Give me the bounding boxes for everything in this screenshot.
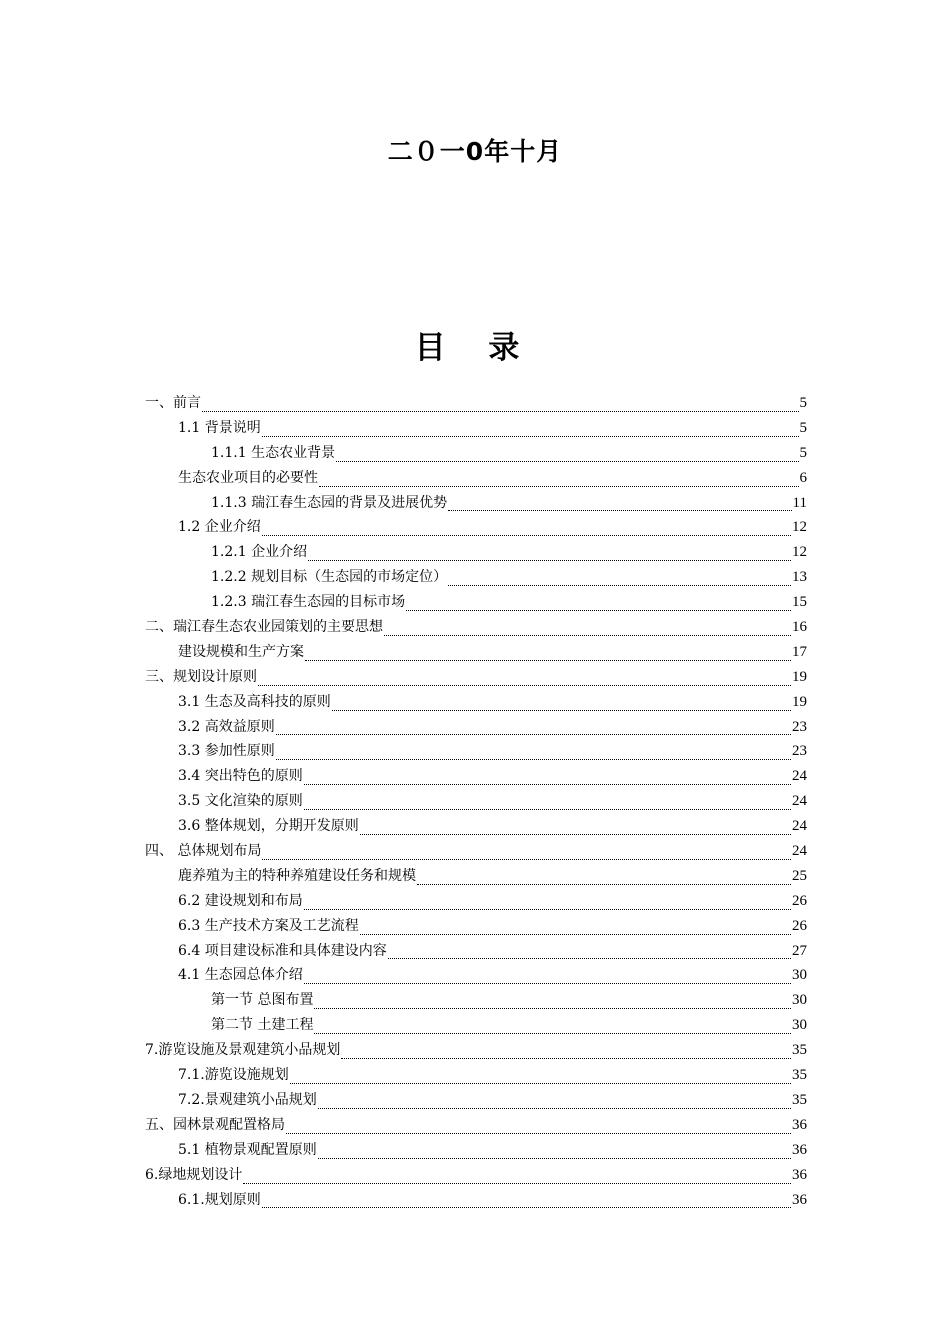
toc-entry-page: 24: [792, 843, 807, 860]
toc-leader-dots: [336, 461, 798, 462]
toc-leader-dots: [360, 834, 791, 835]
toc-entry-page: 13: [792, 569, 807, 586]
toc-entry[interactable]: [145, 765, 807, 790]
toc-entry-label: 第二节 土建工程: [211, 1017, 314, 1034]
toc-leader-dots: [384, 635, 791, 636]
toc-leader-dots: [308, 560, 791, 561]
toc-entry-page: 16: [792, 619, 807, 636]
toc-leader-dots: [332, 710, 791, 711]
toc-entry-label: 二、瑞江春生态农业园策划的主要思想: [145, 619, 383, 636]
toc-entry-page: 23: [792, 743, 807, 760]
toc-entry[interactable]: [145, 616, 807, 641]
toc-entry-page: 23: [792, 718, 807, 735]
toc-leader-dots: [360, 934, 791, 935]
toc-entry-label: 4.1 生态园总体介绍: [178, 967, 303, 984]
toc-entry[interactable]: [145, 1014, 807, 1039]
toc-entry[interactable]: [145, 1189, 807, 1214]
date-heading: 二０一0年十月: [387, 137, 563, 166]
toc-leader-dots: [202, 411, 799, 412]
toc-leader-dots: [262, 859, 791, 860]
toc-entry-page: 19: [792, 668, 807, 685]
toc-entry-page: 5: [799, 419, 807, 436]
toc-leader-dots: [304, 909, 791, 910]
toc-leader-dots: [314, 1008, 791, 1009]
toc-entry[interactable]: [145, 865, 807, 890]
toc-leader-dots: [448, 510, 791, 511]
toc-entry[interactable]: [145, 641, 807, 666]
toc-entry-label: 3.3 参加性原则: [178, 743, 275, 760]
toc-entry-page: 26: [792, 917, 807, 934]
toc-leader-dots: [314, 1033, 791, 1034]
toc-leader-dots: [319, 486, 799, 487]
toc-entry-label: 6.2 建设规划和布局: [178, 892, 303, 909]
toc-entry-page: 17: [792, 643, 807, 660]
toc-entry-label: 7.2.景观建筑小品规划: [178, 1091, 317, 1108]
toc-entry[interactable]: [145, 940, 807, 965]
toc-entry-label: 1.2.1 企业介绍: [211, 544, 308, 561]
toc-entry-label: 1.2.2 规划目标（生态园的市场定位）: [211, 569, 448, 586]
toc-entry-page: 35: [792, 1091, 807, 1108]
toc-entry[interactable]: [145, 516, 807, 541]
toc-leader-dots: [341, 1058, 791, 1059]
toc-entry[interactable]: [145, 915, 807, 940]
toc-entry-page: 35: [792, 1042, 807, 1059]
toc-entry-page: 15: [792, 594, 807, 611]
toc-leader-dots: [262, 1207, 791, 1208]
toc-entry-label: 3.4 突出特色的原则: [178, 768, 303, 785]
toc-entry-page: 36: [792, 1166, 807, 1183]
toc-entry-label: 3.1 生态及高科技的原则: [178, 693, 331, 710]
toc-leader-dots: [243, 1183, 791, 1184]
toc-entry-page: 26: [792, 892, 807, 909]
toc-entry-label: 生态农业项目的必要性: [178, 469, 318, 486]
toc-entry-label: 1.1 背景说明: [178, 419, 261, 436]
toc-entry-label: 建设规模和生产方案: [178, 643, 304, 660]
toc-entry-page: 5: [799, 395, 807, 411]
toc-entry-label: 1.2.3 瑞江春生态园的目标市场: [211, 594, 406, 611]
toc-entry-page: 36: [792, 1141, 807, 1158]
toc-leader-dots: [258, 685, 791, 686]
toc-entry[interactable]: [145, 1089, 807, 1114]
toc-leader-dots: [448, 585, 791, 586]
toc-entry[interactable]: [145, 467, 807, 492]
toc-entry-page: 30: [792, 992, 807, 1009]
toc-entry-page: 24: [792, 768, 807, 785]
toc-entry[interactable]: [145, 492, 807, 517]
toc-entry[interactable]: [145, 790, 807, 815]
toc-leader-dots: [276, 734, 791, 735]
toc-leader-dots: [318, 1158, 791, 1159]
toc-entry[interactable]: [145, 989, 807, 1014]
toc-entry-label: 5.1 植物景观配置原则: [178, 1141, 317, 1158]
toc-entry-page: 25: [792, 867, 807, 884]
toc-entry-page: 24: [792, 793, 807, 810]
toc-entry-label: 6.4 项目建设标准和具体建设内容: [178, 942, 387, 959]
toc-entry-label: 一、前言: [145, 395, 201, 411]
toc-entry[interactable]: [145, 840, 807, 865]
toc-entry[interactable]: [145, 666, 807, 691]
toc-leader-dots: [305, 660, 791, 661]
toc-entry-page: 11: [792, 494, 807, 511]
toc-entry-label: 7.游览设施及景观建筑小品规划: [145, 1042, 341, 1059]
toc-entry[interactable]: [145, 890, 807, 915]
toc-entry-page: 30: [792, 967, 807, 984]
toc-entry[interactable]: [145, 691, 807, 716]
toc-entry-label: 6.绿地规划设计: [145, 1166, 243, 1183]
toc-entry-label: 鹿养殖为主的特种养殖建设任务和规模: [178, 867, 416, 884]
toc-entry-label: 6.1.规划原则: [178, 1191, 261, 1208]
toc-leader-dots: [304, 809, 791, 810]
toc-entry-label: 1.1.1 生态农业背景: [211, 444, 336, 461]
toc-entry[interactable]: [145, 417, 807, 442]
toc-entry-page: 5: [799, 444, 807, 461]
toc-entry[interactable]: [145, 716, 807, 741]
toc-entry-page: 6: [799, 469, 807, 486]
toc-entry-page: 36: [792, 1191, 807, 1208]
toc-entry-label: 1.1.3 瑞江春生态园的背景及进展优势: [211, 494, 448, 511]
toc-entry[interactable]: [145, 591, 807, 616]
toc-entry-label: 1.2 企业介绍: [178, 519, 261, 536]
toc-leader-dots: [304, 784, 791, 785]
toc-entry-label: 3.5 文化渲染的原则: [178, 793, 303, 810]
toc-leader-dots: [406, 610, 791, 611]
toc-leader-dots: [262, 436, 799, 437]
toc-entry-label: 3.2 高效益原则: [178, 718, 275, 735]
toc-entry-label: 四、 总体规划布局: [145, 843, 262, 860]
toc-entry-label: 第一节 总图布置: [211, 992, 314, 1009]
toc-entry[interactable]: [145, 541, 807, 566]
toc-leader-dots: [388, 958, 791, 959]
toc-entry[interactable]: [145, 1139, 807, 1164]
toc-entry[interactable]: [145, 1064, 807, 1089]
toc-entry-label: 五、园林景观配置格局: [145, 1116, 285, 1133]
toc-entry[interactable]: [145, 964, 807, 989]
toc-entry-label: 7.1.游览设施规划: [178, 1067, 289, 1084]
toc-entry[interactable]: [145, 442, 807, 467]
toc-entry[interactable]: [145, 740, 807, 765]
toc-entry-label: 三、规划设计原则: [145, 668, 257, 685]
toc-leader-dots: [304, 983, 791, 984]
table-of-contents: [145, 392, 807, 1213]
toc-entry-page: 12: [792, 519, 807, 536]
toc-leader-dots: [417, 884, 791, 885]
toc-entry-label: 3.6 整体规划，分期开发原则: [178, 818, 359, 835]
toc-entry-page: 12: [792, 544, 807, 561]
toc-leader-dots: [276, 759, 791, 760]
toc-title: 目 录: [414, 330, 536, 366]
toc-entry-page: 36: [792, 1116, 807, 1133]
toc-entry-page: 19: [792, 693, 807, 710]
toc-entry[interactable]: [145, 815, 807, 840]
toc-entry[interactable]: [145, 392, 807, 417]
toc-leader-dots: [262, 535, 791, 536]
toc-entry[interactable]: [145, 1114, 807, 1139]
toc-entry[interactable]: [145, 1164, 807, 1189]
toc-leader-dots: [290, 1083, 791, 1084]
toc-entry[interactable]: [145, 1039, 807, 1064]
toc-leader-dots: [286, 1133, 791, 1134]
toc-entry-page: 35: [792, 1067, 807, 1084]
toc-entry-label: 6.3 生产技术方案及工艺流程: [178, 917, 359, 934]
toc-entry-page: 30: [792, 1017, 807, 1034]
toc-entry-page: 24: [792, 818, 807, 835]
toc-entry-page: 27: [792, 942, 807, 959]
toc-leader-dots: [318, 1108, 791, 1109]
toc-entry[interactable]: [145, 566, 807, 591]
